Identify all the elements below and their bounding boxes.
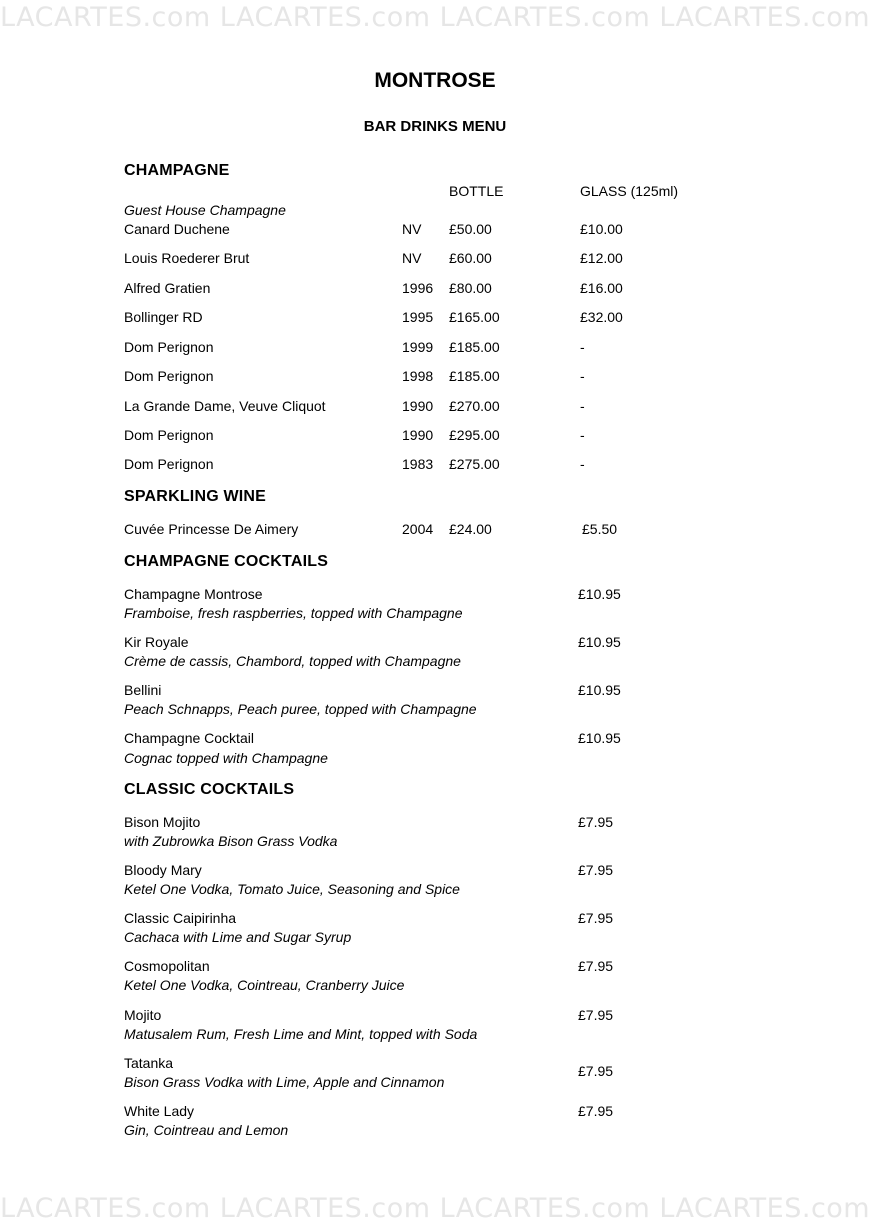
item-name: Alfred Gratien — [124, 280, 211, 296]
item-price: £10.95 — [578, 682, 621, 698]
item-price: £7.95 — [578, 814, 614, 830]
item-year: NV — [402, 250, 422, 266]
item-year: 1990 — [402, 427, 434, 443]
item-year: 1995 — [402, 309, 434, 325]
item-name: La Grande Dame, Veuve Cliquot — [124, 398, 326, 414]
item-name: Bellini — [124, 682, 162, 698]
item-bottle-price: £80.00 — [449, 280, 492, 296]
section-heading-champagne-cocktails: CHAMPAGNE COCKTAILS — [124, 553, 329, 570]
item-price: £7.95 — [578, 862, 614, 878]
item-description: Framboise, fresh raspberries, topped with Champagne — [124, 605, 463, 621]
item-name: Bloody Mary — [124, 862, 202, 878]
item-bottle-price: £295.00 — [449, 427, 500, 443]
item-price: £7.95 — [578, 1007, 614, 1023]
watermark-top: LACARTES.com LACARTES.com LACARTES.com LACARTES.com — [0, 2, 870, 33]
item-description: Ketel One Vodka, Cointreau, Cranberry Juice — [124, 977, 405, 993]
section-heading-champagne: CHAMPAGNE — [124, 162, 230, 179]
item-glass-price: - — [580, 398, 585, 414]
item-glass-price: - — [580, 456, 585, 472]
item-year: 1998 — [402, 368, 434, 384]
item-glass-price: £16.00 — [580, 280, 623, 296]
item-name: Canard Duchene — [124, 221, 230, 237]
item-name: Champagne Cocktail — [124, 730, 254, 746]
column-header-glass: GLASS (125ml) — [580, 183, 679, 199]
item-description: Peach Schnapps, Peach puree, topped with Champagne — [124, 701, 477, 717]
item-description: Cognac topped with Champagne — [124, 750, 328, 766]
item-name: Dom Perignon — [124, 339, 214, 355]
item-bottle-price: £270.00 — [449, 398, 500, 414]
item-glass-price: £12.00 — [580, 250, 623, 266]
item-glass-price: - — [580, 339, 585, 355]
item-year: 1983 — [402, 456, 434, 472]
guest-house-note: Guest House Champagne — [124, 202, 286, 218]
item-name: Mojito — [124, 1007, 162, 1023]
item-price: £7.95 — [578, 1103, 614, 1119]
item-name: Louis Roederer Brut — [124, 250, 250, 266]
item-description: Ketel One Vodka, Tomato Juice, Seasoning and Spice — [124, 881, 460, 897]
item-year: NV — [402, 221, 422, 237]
item-name: Dom Perignon — [124, 427, 214, 443]
item-name: Dom Perignon — [124, 368, 214, 384]
item-glass-price: £5.50 — [582, 521, 618, 537]
item-description: Cachaca with Lime and Sugar Syrup — [124, 929, 352, 945]
item-bottle-price: £50.00 — [449, 221, 492, 237]
item-year: 2004 — [402, 521, 434, 537]
item-description: Matusalem Rum, Fresh Lime and Mint, topped with Soda — [124, 1026, 478, 1042]
item-price: £10.95 — [578, 586, 621, 602]
item-description: Crème de cassis, Chambord, topped with Champagne — [124, 653, 461, 669]
item-description: Bison Grass Vodka with Lime, Apple and Cinnamon — [124, 1074, 445, 1090]
item-name: Cosmopolitan — [124, 958, 210, 974]
column-header-bottle: BOTTLE — [449, 183, 504, 199]
item-price: £7.95 — [578, 958, 614, 974]
item-bottle-price: £185.00 — [449, 339, 500, 355]
item-name: Bison Mojito — [124, 814, 201, 830]
item-description: with Zubrowka Bison Grass Vodka — [124, 833, 338, 849]
item-bottle-price: £165.00 — [449, 309, 500, 325]
item-price: £7.95 — [578, 910, 614, 926]
item-glass-price: - — [580, 427, 585, 443]
item-glass-price: £32.00 — [580, 309, 623, 325]
item-name: Cuvée Princesse De Aimery — [124, 521, 299, 537]
item-name: White Lady — [124, 1103, 195, 1119]
item-description: Gin, Cointreau and Lemon — [124, 1122, 289, 1138]
item-glass-price: £10.00 — [580, 221, 623, 237]
item-year: 1999 — [402, 339, 434, 355]
item-bottle-price: £60.00 — [449, 250, 492, 266]
item-price: £10.95 — [578, 634, 621, 650]
section-heading-sparkling-wine: SPARKLING WINE — [124, 488, 267, 505]
item-name: Classic Caipirinha — [124, 910, 237, 926]
item-year: 1990 — [402, 398, 434, 414]
item-bottle-price: £24.00 — [449, 521, 492, 537]
item-name: Tatanka — [124, 1055, 174, 1071]
item-glass-price: - — [580, 368, 585, 384]
item-name: Kir Royale — [124, 634, 189, 650]
item-name: Bollinger RD — [124, 309, 203, 325]
item-bottle-price: £275.00 — [449, 456, 500, 472]
watermark-bottom: LACARTES.com LACARTES.com LACARTES.com LACARTES.com — [0, 1193, 870, 1224]
item-year: 1996 — [402, 280, 434, 296]
menu-title: MONTROSE — [374, 69, 496, 92]
item-price: £7.95 — [578, 1063, 614, 1079]
item-bottle-price: £185.00 — [449, 368, 500, 384]
item-name: Champagne Montrose — [124, 586, 263, 602]
section-heading-classic-cocktails: CLASSIC COCKTAILS — [124, 781, 295, 798]
item-name: Dom Perignon — [124, 456, 214, 472]
menu-subtitle: BAR DRINKS MENU — [363, 118, 507, 135]
item-price: £10.95 — [578, 730, 621, 746]
